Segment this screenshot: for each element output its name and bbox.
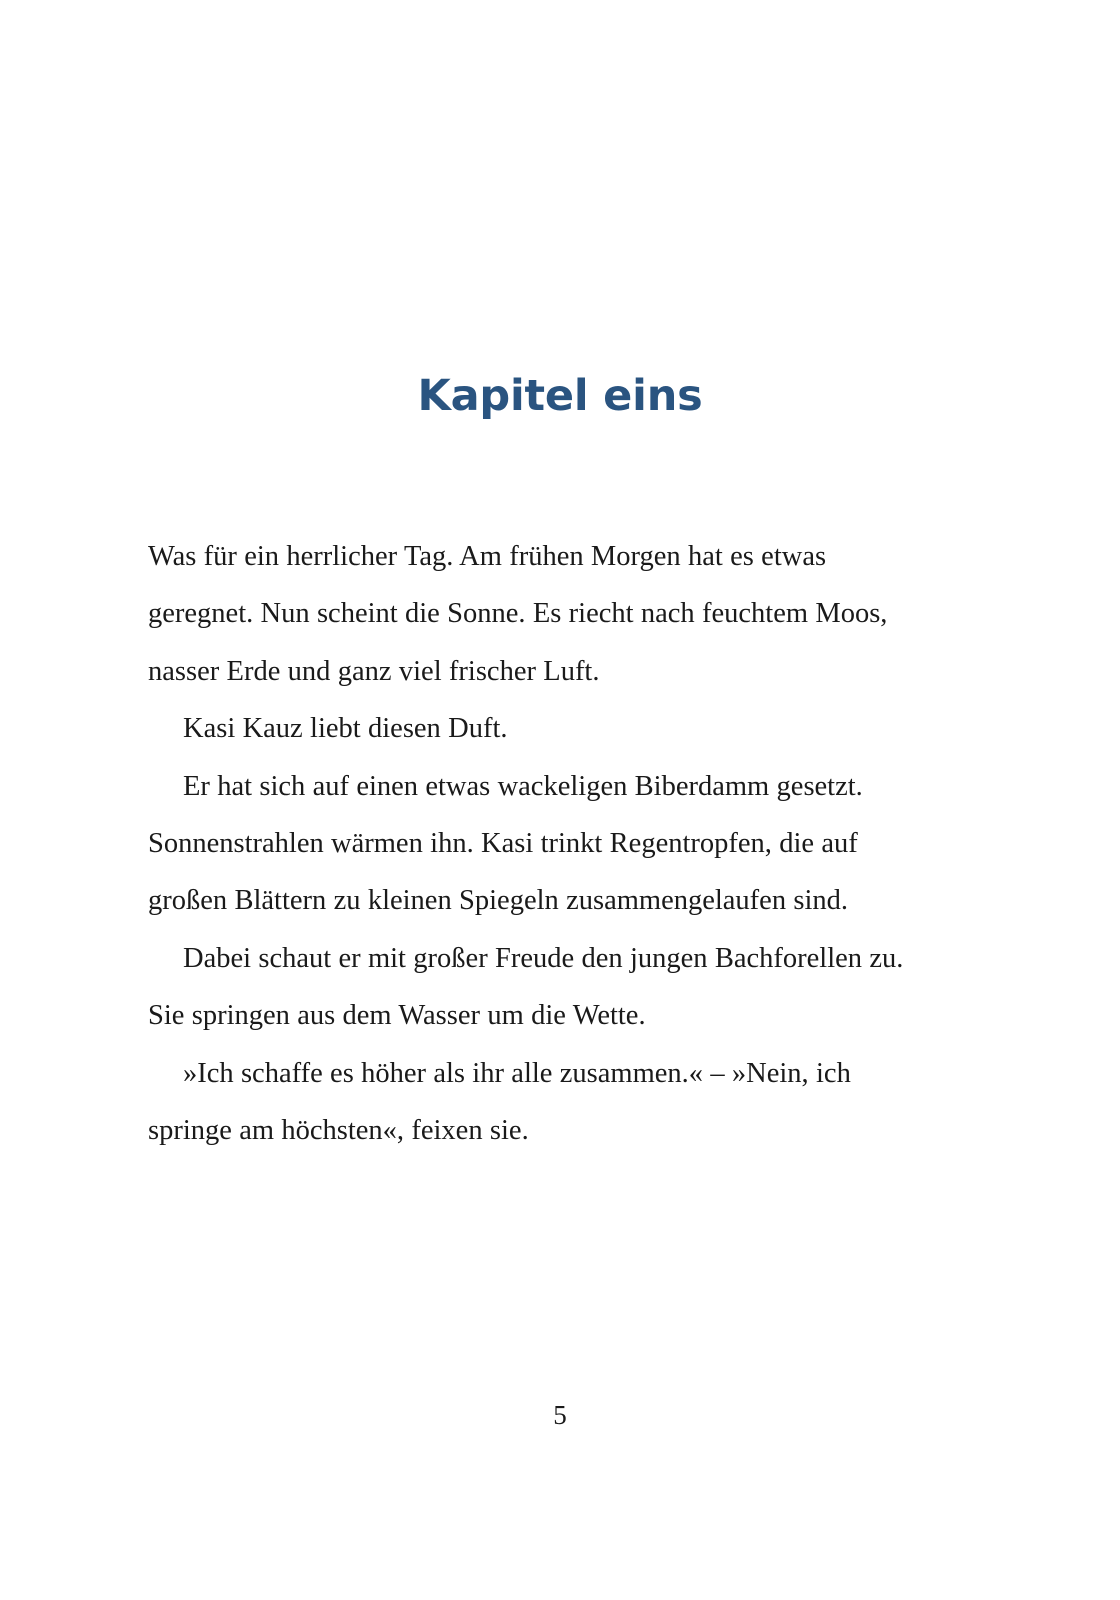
paragraph: »Ich schaffe es höher als ihr alle zusammen.« – »Nein, ich springe am höchsten«, feixen sie. <box>148 1057 851 1147</box>
body-text-block <box>148 528 910 1159</box>
paragraph: Kasi Kauz liebt diesen Duft. <box>183 713 508 745</box>
paragraph: Er hat sich auf einen etwas wackeligen Biberdamm gesetzt. Sonnenstrahlen wärmen ihn. Kasi trinkt Regentropfen, die auf großen Blättern zu kleinen Spiegeln zusammengelaufen sind. <box>148 770 863 917</box>
chapter-heading: Kapitel eins <box>417 370 703 421</box>
paragraph: Was für ein herrlicher Tag. Am frühen Morgen hat es etwas geregnet. Nun scheint die Sonne. Es riecht nach feuchtem Moos, nasser Erde und ganz viel frischer Luft. <box>148 541 888 687</box>
page-number: 5 <box>553 1400 567 1430</box>
paragraph: Dabei schaut er mit großer Freude den jungen Bachforellen zu. Sie springen aus dem Wasser um die Wette. <box>148 942 904 1032</box>
